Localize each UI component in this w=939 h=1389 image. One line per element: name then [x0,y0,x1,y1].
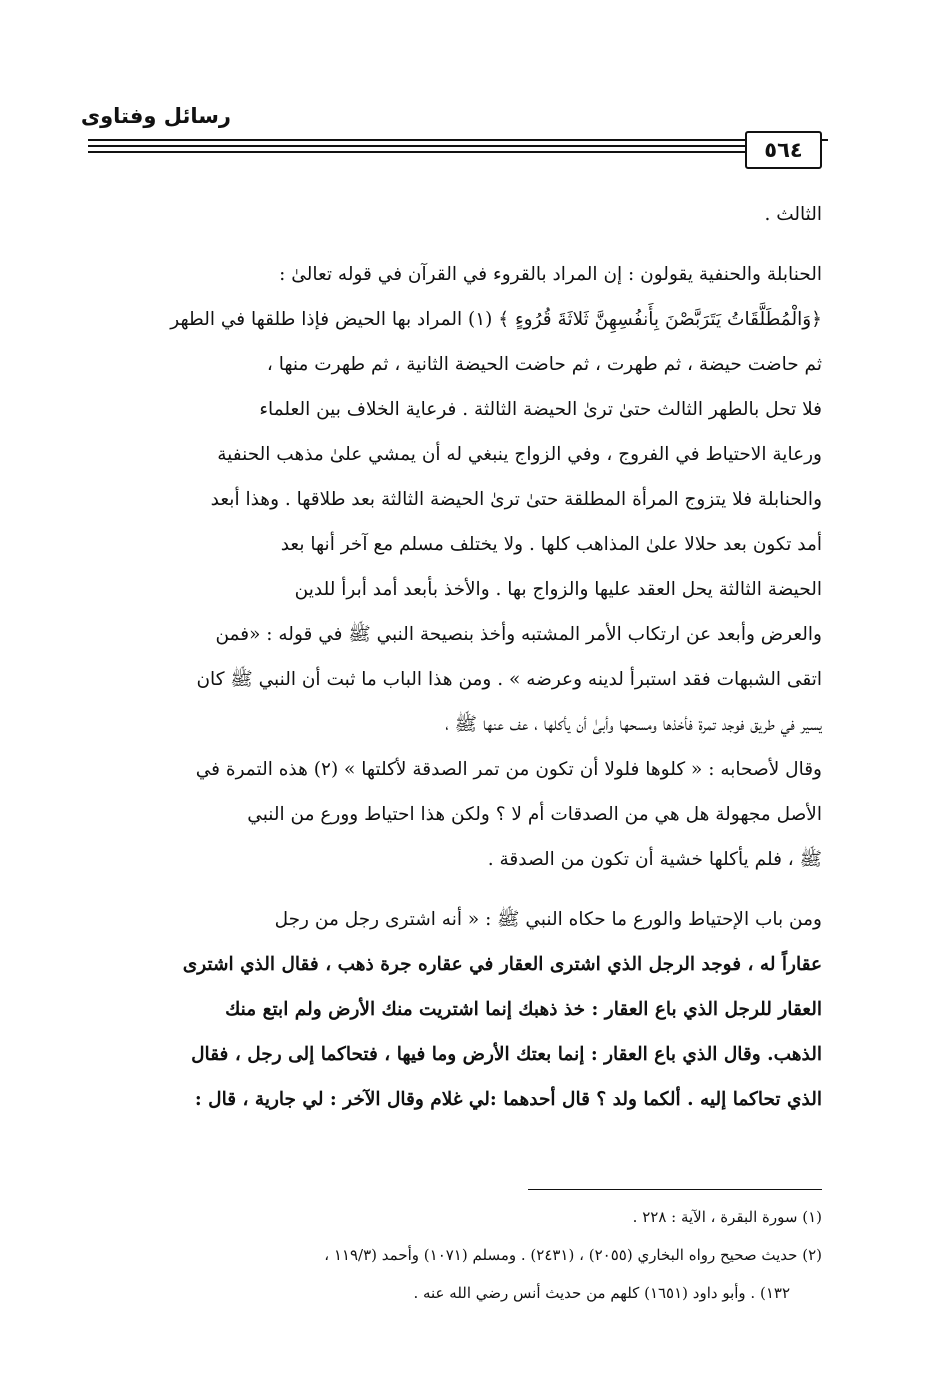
footnote-separator [528,1189,822,1190]
text-line: والحنابلة فلا يتزوج المرأة المطلقة حتىٰ ترىٰ الحيضة الثالثة بعد طلاقها . وهذا أبعد [210,489,822,510]
text-line: أمد تكون بعد حلالا علىٰ المذاهب كلها . ولا يختلف مسلم مع آخر أنها بعد [280,534,822,555]
text-line: ومن باب الإحتياط والورع ما حكاه النبي ﷺ : « أنه اشترى رجل من رجل [274,909,822,930]
text-line: ثم حاضت حيضة ، ثم طهرت ، ثم حاضت الحيضة الثانية ، ثم طهرت منها ، [266,354,822,375]
text-line: الأصل مجهولة هل هي من الصدقات أم لا ؟ ولكن هذا احتياط وورع من النبي [247,804,822,825]
text-line: وقال لأصحابه : « كلوها فلولا أن تكون من تمر الصدقة لأكلتها » (٢) هذه التمرة في [195,759,822,780]
paragraph-gap [80,237,822,252]
footnote-2: (٢) حديث صحيح رواه البخاري (٢٠٥٥) ، (٢٤٣١) . ومسلم (١٠٧١) وأحمد (١١٩/٣ ، [324,1246,822,1264]
footnote-1: (١) سورة البقرة ، الآية : ٢٢٨ . [632,1208,822,1226]
text-line: عقاراً له ، فوجد الرجل الذي اشترى العقار في عقاره جرة ذهب ، فقال الذي اشترى [182,954,822,975]
body-text [80,192,822,1122]
text-line: ﴿وَالْمُطَلَّقَاتُ يَتَرَبَّصْنَ بِأَنفُسِهِنَّ ثَلاثَةَ قُرُوءٍ ﴾ (١) المراد بها الحيض فإذا طلقها في الطهر [170,309,822,330]
text-line: الحنابلة والحنفية يقولون : إن المراد بالقروء في القرآن في قوله تعالىٰ : [279,264,822,285]
text-line: الذهب. وقال الذي باع العقار : إنما بعتك الأرض وما فيها ، فتحاكما إلى رجل ، فقال [191,1044,822,1065]
text-line: والعرض وأبعد عن ارتكاب الأمر المشتبه وأخذ بنصيحة النبي ﷺ في قوله : «فمن [215,624,822,645]
header-rule [88,139,828,141]
footnote-2-continuation: ١٣٢) . وأبو داود (١٦٥١) كلهم من حديث أنس رضي الله عنه . [413,1284,790,1302]
text-line: اتقى الشبهات فقد استبرأ لدينه وعرضه » . ومن هذا الباب ما ثبت أن النبي ﷺ كان [196,669,822,690]
paragraph-gap [80,882,822,897]
text-line: يسير في طريق فوجد تمرة فأخذها ومسحها وأبىٰ أن يأكلها ، عف عنها ﷺ ، [445,714,822,735]
header-rule [88,151,745,153]
text-line: الذي تحاكما إليه . ألكما ولد ؟ قال أحدهما :لي غلام وقال الآخر : لي جارية ، قال : [194,1089,822,1110]
header-rule [88,145,745,147]
text-line: الحيضة الثالثة يحل العقد عليها والزواج بها . والأخذ بأبعد أمد أبرأ للدين [294,579,822,600]
text-line: فلا تحل بالطهر الثالث حتىٰ ترىٰ الحيضة الثالثة . فرعاية الخلاف بين العلماء [259,399,822,420]
page-number: ٥٦٤ [745,131,822,169]
running-title: رسائل وفتاوى [80,104,231,128]
footnotes [80,1198,822,1312]
text-line: الثالث . [764,204,822,225]
text-line: ورعاية الاحتياط في الفروج ، وفي الزواج ينبغي له أن يمشي علىٰ مذهب الحنفية [217,444,822,465]
text-line: ﷺ ، فلم يأكلها خشية أن تكون من الصدقة . [487,849,822,870]
text-line: العقار للرجل الذي باع العقار : خذ ذهبك إنما اشتريت منك الأرض ولم ابتع منك [225,999,822,1020]
